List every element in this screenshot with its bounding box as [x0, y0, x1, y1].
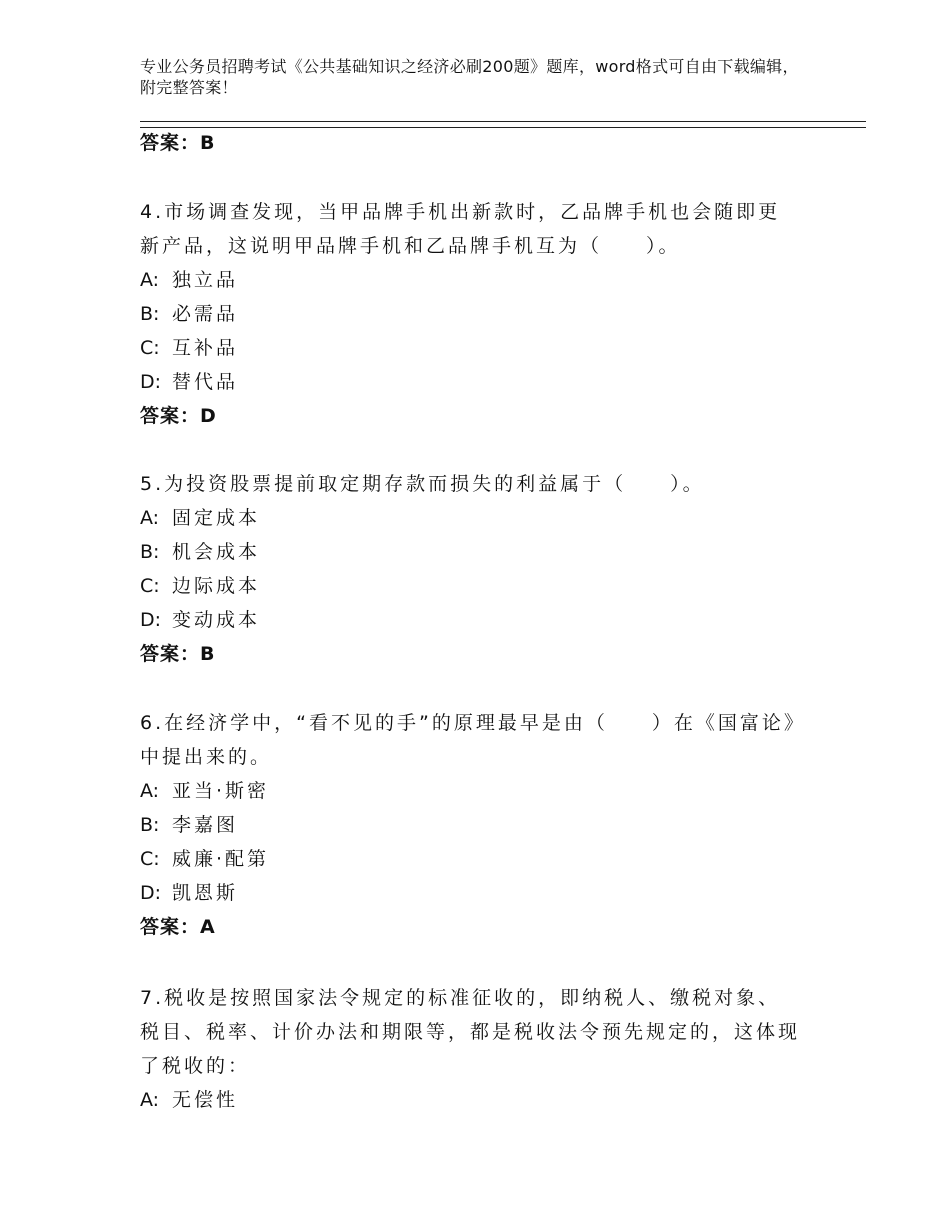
answer: 答案：B	[140, 643, 216, 665]
option-d	[140, 603, 800, 637]
option-label: A:	[140, 780, 160, 802]
question-stem: 7.税收是按照国家法令规定的标准征收的，即纳税人、缴税对象、税目、税率、计价办法和期限等，都是税收法令预先规定的，这体现了税收的：	[140, 987, 801, 1077]
option-a	[140, 1083, 800, 1117]
question-stem: 6.在经济学中，“看不见的手”的原理最早是由（ ）在《国富论》中提出来的。	[140, 712, 797, 768]
option-label: C:	[140, 848, 160, 870]
answer: 答案：A	[140, 916, 216, 938]
option-c	[140, 331, 800, 365]
option-text: 替代品	[172, 371, 239, 393]
question-5	[140, 467, 800, 671]
option-d	[140, 876, 800, 910]
option-a	[140, 774, 800, 808]
option-text: 威廉·配第	[172, 848, 270, 870]
option-text: 无偿性	[172, 1089, 239, 1111]
option-a	[140, 263, 800, 297]
option-text: 凯恩斯	[172, 882, 239, 904]
option-label: B:	[140, 814, 160, 836]
option-label: B:	[140, 303, 160, 325]
option-d	[140, 365, 800, 399]
question-stem: 5.为投资股票提前取定期存款而损失的利益属于（ ）。	[140, 473, 705, 495]
option-text: 互补品	[172, 337, 239, 359]
option-a	[140, 501, 800, 535]
answer-question-3: 答案：B	[140, 132, 216, 154]
header-divider	[140, 121, 866, 128]
option-text: 机会成本	[172, 541, 261, 563]
option-label: D:	[140, 371, 162, 393]
option-label: C:	[140, 337, 160, 359]
option-c	[140, 569, 800, 603]
option-text: 必需品	[172, 303, 239, 325]
option-text: 亚当·斯密	[172, 780, 270, 802]
question-6	[140, 706, 800, 944]
option-label: A:	[140, 269, 160, 291]
option-label: D:	[140, 882, 162, 904]
question-7	[140, 981, 800, 1117]
option-label: D:	[140, 609, 162, 631]
option-text: 固定成本	[172, 507, 261, 529]
option-text: 独立品	[172, 269, 239, 291]
option-label: A:	[140, 507, 160, 529]
question-4	[140, 195, 800, 433]
option-label: C:	[140, 575, 160, 597]
option-text: 边际成本	[172, 575, 261, 597]
option-b	[140, 297, 800, 331]
option-text: 变动成本	[172, 609, 261, 631]
document-header: 专业公务员招聘考试《公共基础知识之经济必刷200题》题库，word格式可自由下载编辑，附完整答案！	[140, 57, 799, 97]
option-label: B:	[140, 541, 160, 563]
option-b	[140, 535, 800, 569]
option-b	[140, 808, 800, 842]
option-label: A:	[140, 1089, 160, 1111]
answer: 答案：D	[140, 405, 217, 427]
question-stem: 4.市场调查发现，当甲品牌手机出新款时，乙品牌手机也会随即更新产品，这说明甲品牌手机和乙品牌手机互为（ ）。	[140, 201, 781, 257]
option-text: 李嘉图	[172, 814, 239, 836]
option-c	[140, 842, 800, 876]
